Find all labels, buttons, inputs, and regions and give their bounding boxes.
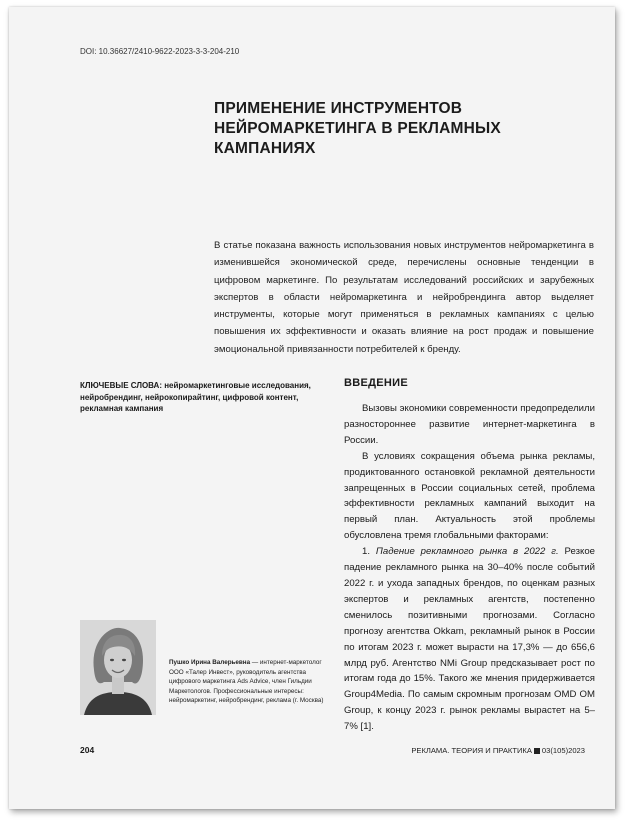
journal-issue: 03(105)2023 [541,746,585,755]
intro-body [344,401,595,735]
doi-line: DOI: 10.36627/2410-9622-2023-3-3-204-210 [80,47,240,56]
author-info [169,658,329,706]
author-bio: — интернет-маркетолог ООО «Талер Инвест», руководитель агентства цифрового маркетинга Ads Advice, член Гильдии Маркетологов. Профессиональные интересы: нейромаркетинг, нейробрендинг, реклама (г. Москва) [169,659,324,705]
intro-paragraph-2: В условиях сокращения объема рынка рекламы, продиктованного остановкой рекламной деятельности запрещенных в России социальных сетей, проблема эффективности рекламных кампаний выходит на первый план. Актуальность этой проблемы обусловлена тремя глобальными факторами: [344,450,595,542]
intro-paragraph-3 [344,544,595,735]
keywords [80,380,320,415]
abstract: В статье показана важность использования новых инструментов нейромаркетинга в изменившейся экономической среде, перечислены основные тенденции в цифровом маркетинге. По результатам исследований российских и зарубежных экспертов в области нейромаркетинга и нейробрендинга автор выделяет инструменты, которые могут применяться в рекламных кампаниях с целью повышения их эффективности и оказать влияние на рост продаж и повышение эмоциональной привязанности потребителей к бренду. [214,240,594,355]
keywords-text: нейромаркетинговые исследования, нейробрендинг, нейрокопирайтинг, цифровой контент, рекламная кампания [80,381,311,413]
keywords-label: КЛЮЧЕВЫЕ СЛОВА: [80,381,162,390]
article-title: ПРИМЕНЕНИЕ ИНСТРУМЕНТОВ НЕЙРОМАРКЕТИНГА В РЕКЛАМНЫХ КАМПАНИЯХ [214,100,501,157]
author-name: Пушко Ирина Валерьевна [169,659,251,666]
list-number: 1. [362,546,376,558]
square-bullet-icon [534,748,540,754]
section-heading-intro: ВВЕДЕНИЕ [344,377,408,389]
journal-name: РЕКЛАМА. ТЕОРИЯ И ПРАКТИКА [411,746,532,755]
list-item-text: Резкое падение рекламного рынка на 30–40% после событий 2022 г. и ухода западных брендов, по оценкам разных экспертов и рекламных агентств, постепенно сменилось позитивными прогнозами. Согласно прогнозу агентства Okkam, рекламный рынок в России по итогам 2023 г. может вырасти на 17,3% — до 656,6 млрд руб. Агентство NMi Group предсказывает рост по итогам года до 15%. Такого же мнения придерживается Group4Media. По самым скромным прогнозам OMD OM Group, к концу 2023 г. рынок рекламы вырастет на 5–7% [1]. [344,546,595,733]
intro-paragraph-1: Вызовы экономики современности предопределили разностороннее развитие интернет-маркетинга в России. [344,403,595,446]
journal-footer [411,746,585,755]
page-number: 204 [80,745,95,755]
page-sheet [9,7,615,809]
author-photo [80,620,156,715]
list-item-heading: Падение рекламного рынка в 2022 г. [375,546,559,558]
